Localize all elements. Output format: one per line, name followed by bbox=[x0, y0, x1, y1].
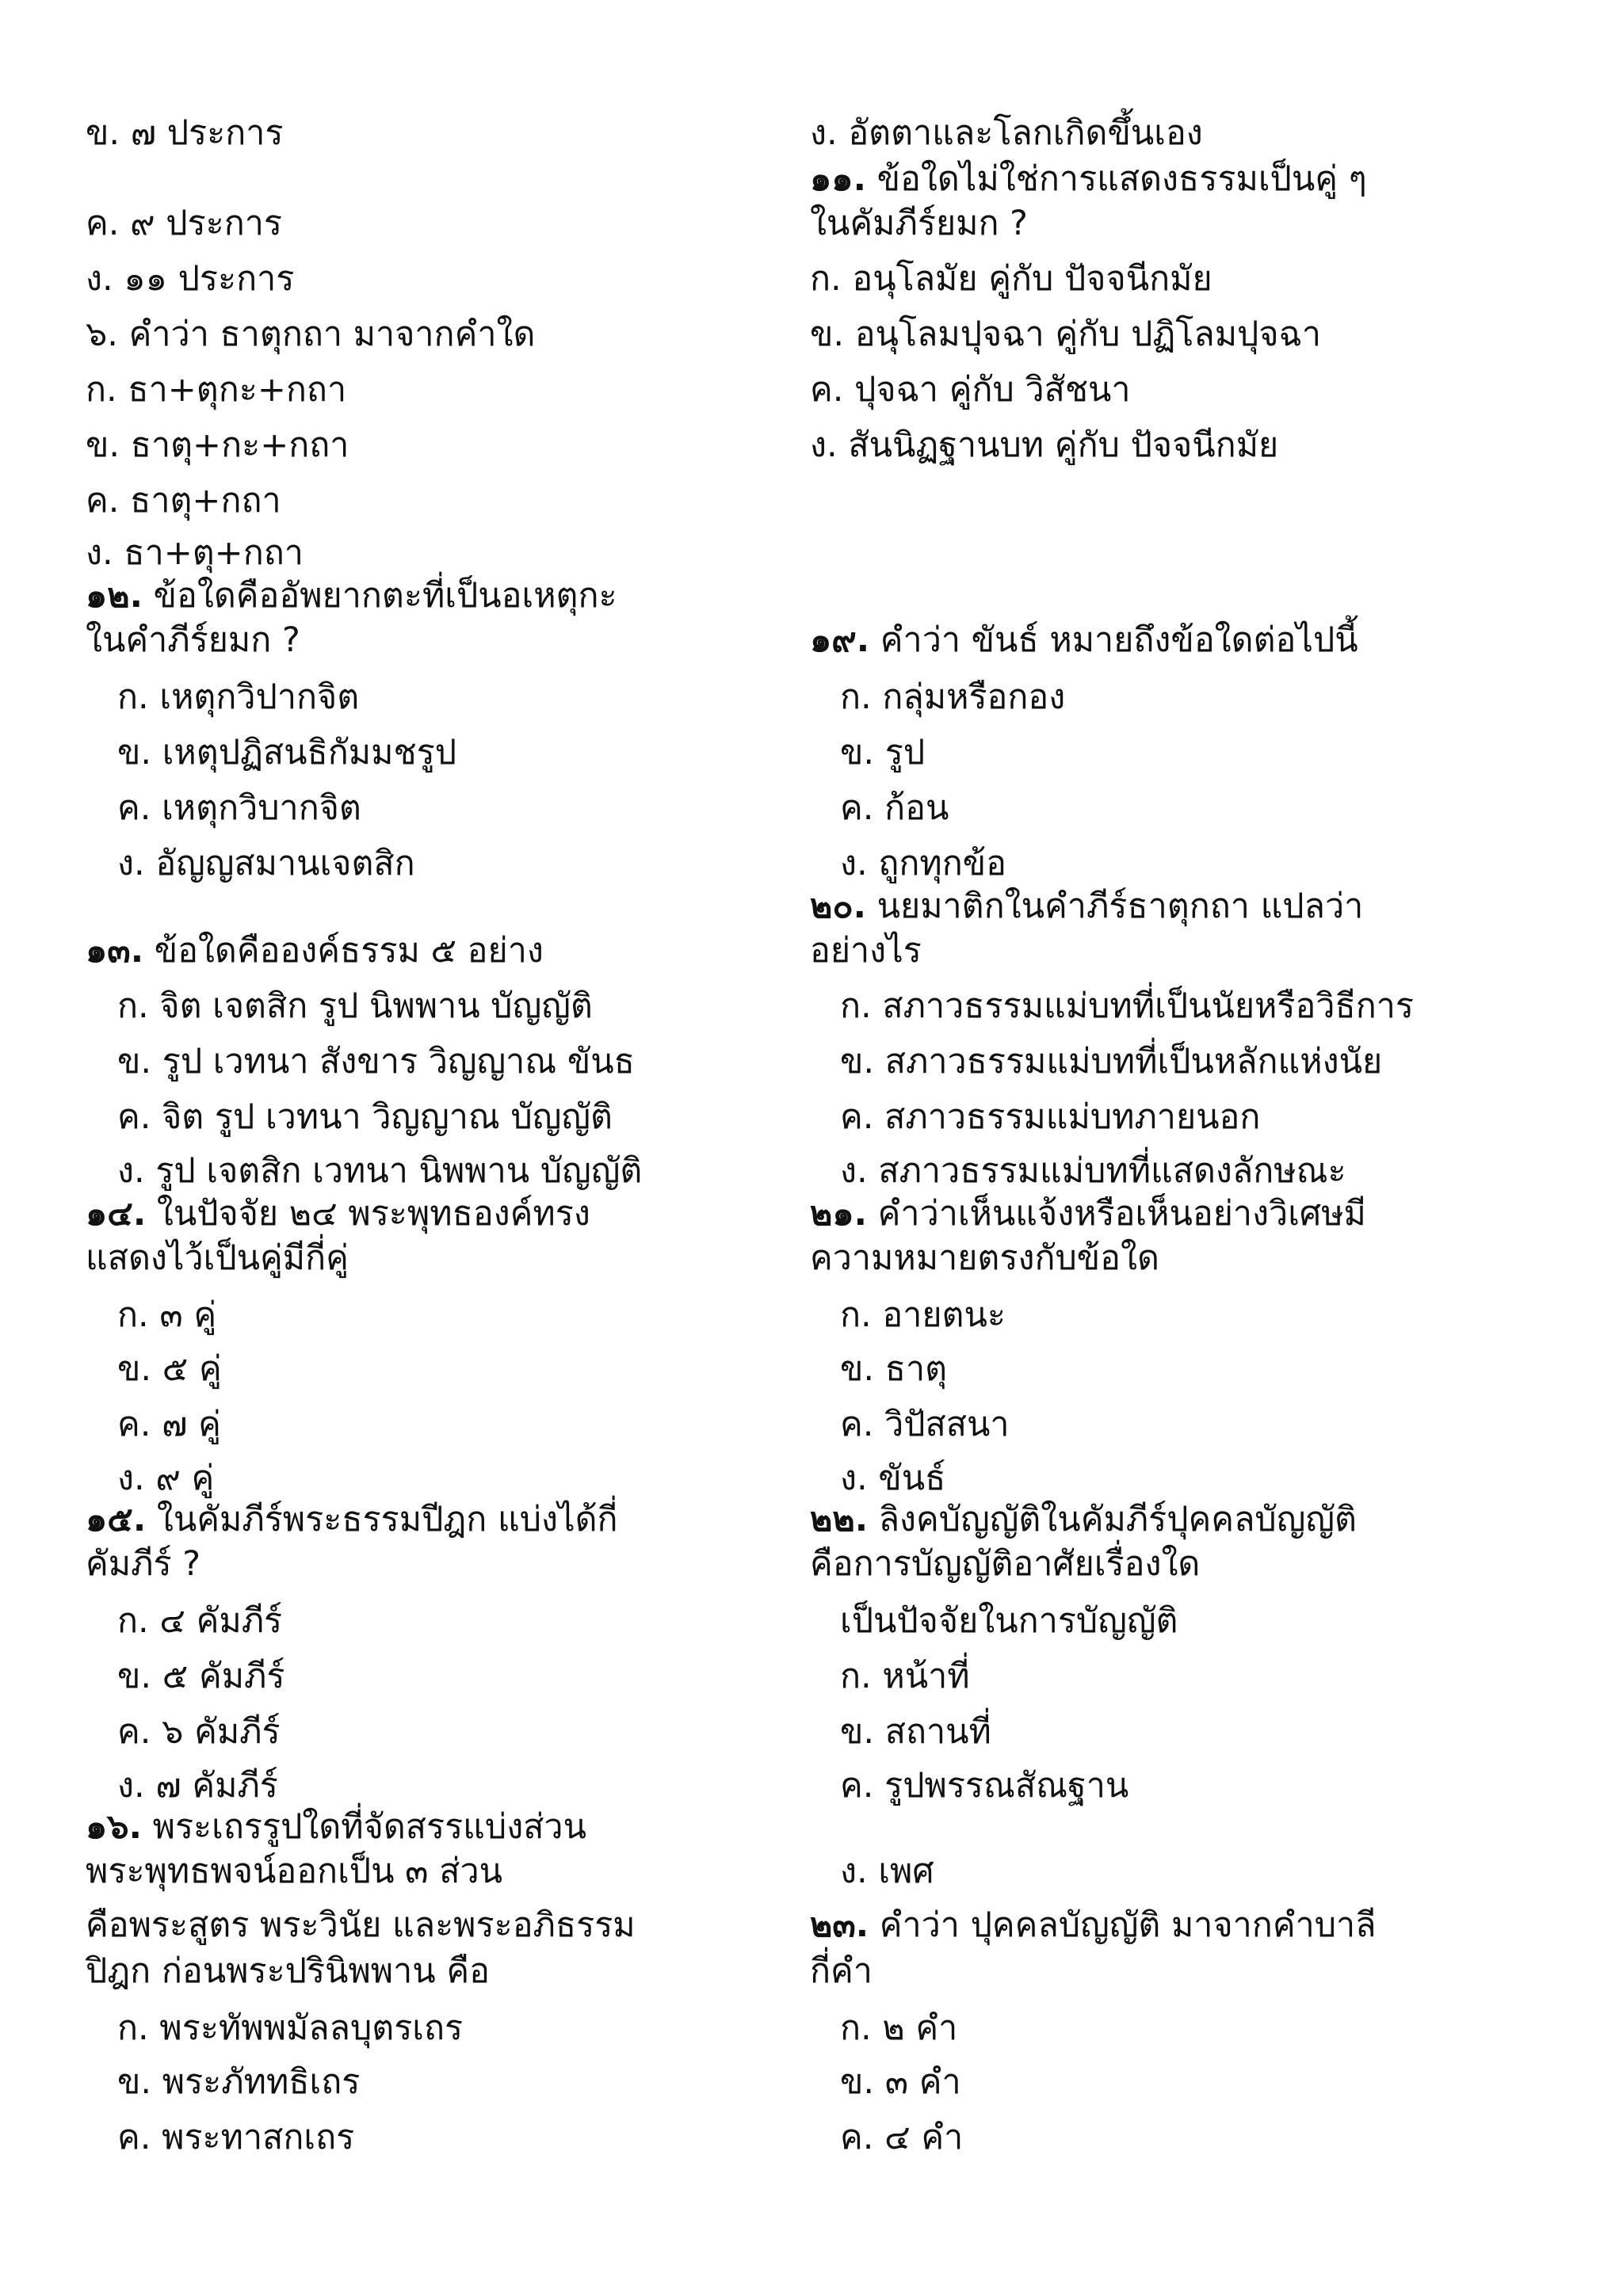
line-text: ข. อนุโลมปุจฉา คู่กับ ปฏิโลมปุจฉา bbox=[810, 315, 1321, 354]
line-text: คำว่า ขันธ์ หมายถึงข้อใดต่อไปนี้ bbox=[869, 620, 1358, 660]
line-text: ค. วิปัสสนา bbox=[840, 1405, 1010, 1444]
line-text: ก. ๒ คำ bbox=[840, 2008, 958, 2048]
question-line bbox=[86, 572, 617, 620]
text-line bbox=[86, 529, 304, 577]
question-number: ๒๐. bbox=[810, 887, 866, 926]
text-line bbox=[117, 1093, 613, 1141]
question-line bbox=[86, 1803, 586, 1851]
text-line bbox=[840, 840, 1006, 887]
text-line bbox=[840, 1147, 1346, 1195]
text-line bbox=[840, 1291, 1006, 1339]
line-text: ง. อัญญสมานเจตสิก bbox=[117, 844, 415, 883]
text-line bbox=[117, 1345, 222, 1393]
line-text: ข. ๕ คู่ bbox=[117, 1349, 222, 1389]
text-line bbox=[810, 927, 922, 974]
text-line bbox=[86, 109, 284, 157]
text-line bbox=[86, 311, 535, 358]
text-line bbox=[117, 673, 359, 721]
question-number: ๑๕. bbox=[86, 1500, 147, 1539]
line-text: ก. สภาวธรรมแม่บทที่เป็นนัยหรือวิธีการ bbox=[840, 986, 1414, 1026]
question-number: ๑๙. bbox=[810, 620, 870, 660]
line-text: ค. ปุจฉา คู่กับ วิสัชนา bbox=[810, 370, 1131, 410]
text-line bbox=[117, 1291, 216, 1339]
line-text: พระพุทธพจน์ออกเป็น ๓ ส่วน bbox=[86, 1852, 502, 1891]
text-line bbox=[840, 2114, 963, 2161]
line-text: ก. กลุ่มหรือกอง bbox=[840, 677, 1066, 717]
question-number: ๒๓. bbox=[810, 1905, 869, 1945]
text-line bbox=[810, 311, 1321, 358]
line-text: ข. เหตุปฏิสนธิกัมมชรูป bbox=[117, 733, 457, 772]
question-number: ๑๒. bbox=[86, 576, 143, 616]
text-line bbox=[117, 1653, 285, 1700]
line-text: ความหมายตรงกับข้อใด bbox=[810, 1238, 1159, 1278]
line-text: ง. ๗ คัมภีร์ bbox=[117, 1766, 278, 1806]
text-line bbox=[810, 109, 1203, 157]
line-text: ข. รูป bbox=[840, 733, 926, 772]
line-text: ก. จิต เจตสิก รูป นิพพาน บัญญัติ bbox=[117, 986, 593, 1026]
question-line bbox=[810, 1190, 1366, 1238]
question-line bbox=[810, 616, 1358, 664]
text-line bbox=[840, 673, 1065, 721]
line-text: ค. ธาตุ+กถา bbox=[86, 481, 281, 521]
line-text: คือการบัญญัติอาศัยเรื่องใด bbox=[810, 1544, 1201, 1584]
text-line bbox=[117, 1597, 282, 1645]
text-line bbox=[117, 2058, 360, 2106]
text-line bbox=[117, 2004, 463, 2052]
text-line bbox=[117, 1455, 214, 1502]
text-line bbox=[840, 1401, 1010, 1448]
text-line bbox=[86, 616, 300, 664]
text-line bbox=[117, 1708, 281, 1756]
line-text: ข. รูป เวทนา สังขาร วิญญาณ ขันธ bbox=[117, 1042, 635, 1081]
line-text: ค. เหตุกวิบากจิต bbox=[117, 788, 361, 828]
text-line bbox=[117, 1038, 635, 1085]
text-line bbox=[86, 1947, 490, 1995]
text-line bbox=[117, 1401, 221, 1448]
line-text: คือพระสูตร พระวินัย และพระอภิธรรม bbox=[86, 1905, 636, 1945]
text-line bbox=[86, 477, 281, 524]
line-text: กี่คำ bbox=[810, 1951, 873, 1991]
text-line bbox=[117, 840, 415, 887]
question-line bbox=[86, 1190, 590, 1238]
text-line bbox=[117, 1147, 642, 1195]
text-line bbox=[117, 729, 456, 776]
line-text: ค. ก้อน bbox=[840, 788, 949, 828]
text-line bbox=[810, 1234, 1159, 1282]
text-line bbox=[840, 729, 925, 776]
line-text: ลิงคบัญญัติในคัมภีร์ปุคคลบัญญัติ bbox=[868, 1500, 1357, 1539]
text-line bbox=[840, 1038, 1382, 1085]
line-text: ค. สภาวธรรมแม่บทภายนอก bbox=[840, 1097, 1261, 1137]
line-text: ในคัมภีร์ยมก ? bbox=[810, 204, 1029, 243]
line-text: คำว่าเห็นแจ้งหรือเห็นอย่างวิเศษมี bbox=[866, 1194, 1366, 1234]
text-line bbox=[840, 1848, 934, 1895]
question-number: ๒๒. bbox=[810, 1500, 869, 1539]
text-line bbox=[840, 982, 1414, 1030]
line-text: ข. ธาตุ bbox=[840, 1349, 948, 1389]
text-line bbox=[117, 982, 593, 1030]
line-text: ก. พระทัพพมัลลบุตรเถร bbox=[117, 2008, 464, 2048]
text-line bbox=[810, 1947, 873, 1995]
text-line bbox=[840, 1597, 1178, 1645]
line-text: ก. ๔ คัมภีร์ bbox=[117, 1601, 283, 1641]
text-line bbox=[810, 421, 1278, 469]
text-line bbox=[86, 1234, 349, 1282]
line-text: ง. เพศ bbox=[840, 1852, 934, 1891]
line-text: ก. อนุโลมัย คู่กับ ปัจจนีกมัย bbox=[810, 259, 1212, 299]
text-line bbox=[86, 255, 294, 303]
line-text: ปิฎก ก่อนพระปรินิพพาน คือ bbox=[86, 1951, 490, 1991]
line-text: ข. ธาตุ+กะ+กถา bbox=[86, 425, 349, 465]
line-text: ข. สภาวธรรมแม่บทที่เป็นหลักแห่งนัย bbox=[840, 1042, 1383, 1081]
text-line bbox=[810, 1540, 1200, 1588]
line-text: คำว่า ปุคคลบัญญัติ มาจากคำบาลี bbox=[869, 1905, 1377, 1945]
line-text: ง. อัตตาและโลกเกิดขึ้นเอง bbox=[810, 113, 1203, 153]
line-text: ค. จิต รูป เวทนา วิญญาณ บัญญัติ bbox=[117, 1097, 613, 1137]
line-text: ค. พระทาสกเถร bbox=[117, 2118, 355, 2157]
question-line bbox=[810, 155, 1367, 203]
question-number: ๑๓. bbox=[86, 931, 144, 971]
line-text: พระเถรรูปใดที่จัดสรรแบ่งส่วน bbox=[141, 1807, 586, 1847]
line-text: ง. ขันธ์ bbox=[840, 1459, 946, 1498]
text-line bbox=[86, 366, 346, 414]
line-text: ในคำภีร์ยมก ? bbox=[86, 620, 300, 660]
line-text: เป็นปัจจัยในการบัญญัติ bbox=[840, 1601, 1178, 1641]
text-line bbox=[86, 1901, 636, 1949]
line-text: นยมาติกในคำภีร์ธาตุกถา แปลว่า bbox=[865, 887, 1364, 926]
text-line bbox=[840, 1653, 970, 1700]
question-number: ๑๔. bbox=[86, 1194, 147, 1234]
line-text: ง. ถูกทุกข้อ bbox=[840, 844, 1007, 883]
line-text: ง. ๑๑ ประการ bbox=[86, 259, 295, 299]
question-line bbox=[810, 1496, 1357, 1543]
question-line bbox=[810, 883, 1363, 930]
line-text: ค. ๔ คำ bbox=[840, 2118, 964, 2157]
text-line bbox=[86, 1848, 502, 1895]
line-text: ก. เหตุกวิปากจิต bbox=[117, 677, 360, 717]
line-text: ในปัจจัย ๒๔ พระพุทธองค์ทรง bbox=[146, 1194, 590, 1234]
line-text: แสดงไว้เป็นคู่มีกี่คู่ bbox=[86, 1238, 349, 1278]
question-line bbox=[86, 1496, 618, 1543]
line-text: ข. ๗ ประการ bbox=[86, 113, 284, 153]
text-line bbox=[117, 784, 361, 832]
text-line bbox=[840, 1762, 1128, 1810]
question-number: ๑๑. bbox=[810, 159, 866, 199]
text-line bbox=[117, 2114, 354, 2161]
text-line bbox=[840, 1708, 991, 1756]
line-text: ก. ๓ คู่ bbox=[117, 1295, 217, 1335]
line-text: ค. ๗ คู่ bbox=[117, 1405, 221, 1444]
text-line bbox=[840, 1345, 947, 1393]
line-text: ค. ๙ ประการ bbox=[86, 204, 283, 243]
text-line bbox=[810, 366, 1131, 414]
line-text: ข. ๓ คำ bbox=[840, 2062, 961, 2102]
line-text: ข. ๕ คัมภีร์ bbox=[117, 1657, 285, 1696]
question-line bbox=[86, 927, 544, 974]
question-number: ๑๖. bbox=[86, 1807, 142, 1847]
line-text: ก. ธา+ตุกะ+กถา bbox=[86, 370, 347, 410]
text-line bbox=[840, 784, 949, 832]
line-text: ก. อายตนะ bbox=[840, 1295, 1006, 1335]
line-text: อย่างไร bbox=[810, 931, 922, 971]
line-text: ข้อใดคืออัพยากตะที่เป็นอเหตุกะ bbox=[142, 576, 617, 616]
line-text: ง. สภาวธรรมแม่บทที่แสดงลักษณะ bbox=[840, 1151, 1346, 1191]
question-number: ๒๑. bbox=[810, 1194, 867, 1234]
line-text: ง. ธา+ตุ+กถา bbox=[86, 533, 304, 573]
line-text: ข้อใดไม่ใช่การแสดงธรรมเป็นคู่ ๆ bbox=[865, 159, 1367, 199]
line-text: ก. หน้าที่ bbox=[840, 1657, 970, 1696]
text-line bbox=[86, 200, 282, 247]
text-line bbox=[840, 2004, 957, 2052]
line-text: ง. ๙ คู่ bbox=[117, 1459, 215, 1498]
text-line bbox=[810, 200, 1028, 247]
line-text: ง. รูป เจตสิก เวทนา นิพพาน บัญญัติ bbox=[117, 1151, 643, 1191]
text-line bbox=[840, 2058, 961, 2106]
line-text: ข. สถานที่ bbox=[840, 1712, 991, 1752]
text-line bbox=[840, 1455, 945, 1502]
line-text: ค. รูปพรรณสัณฐาน bbox=[840, 1766, 1129, 1806]
line-text: ข้อใดคือองค์ธรรม ๕ อย่าง bbox=[143, 931, 544, 971]
text-line bbox=[840, 1093, 1260, 1141]
line-text: ค. ๖ คัมภีร์ bbox=[117, 1712, 281, 1752]
text-line bbox=[117, 1762, 278, 1810]
question-line bbox=[810, 1901, 1377, 1949]
line-text: ในคัมภีร์พระธรรมปีฎก แบ่งได้กี่ bbox=[146, 1500, 618, 1539]
text-line bbox=[810, 255, 1212, 303]
line-text: ข. พระภัททธิเถร bbox=[117, 2062, 361, 2102]
line-text: ง. สันนิฏฐานบท คู่กับ ปัจจนีกมัย bbox=[810, 425, 1279, 465]
text-line bbox=[86, 421, 349, 469]
line-text: คัมภีร์ ? bbox=[86, 1544, 201, 1584]
text-line bbox=[86, 1540, 200, 1588]
line-text: ๖. คำว่า ธาตุกถา มาจากคำใด bbox=[86, 315, 536, 354]
